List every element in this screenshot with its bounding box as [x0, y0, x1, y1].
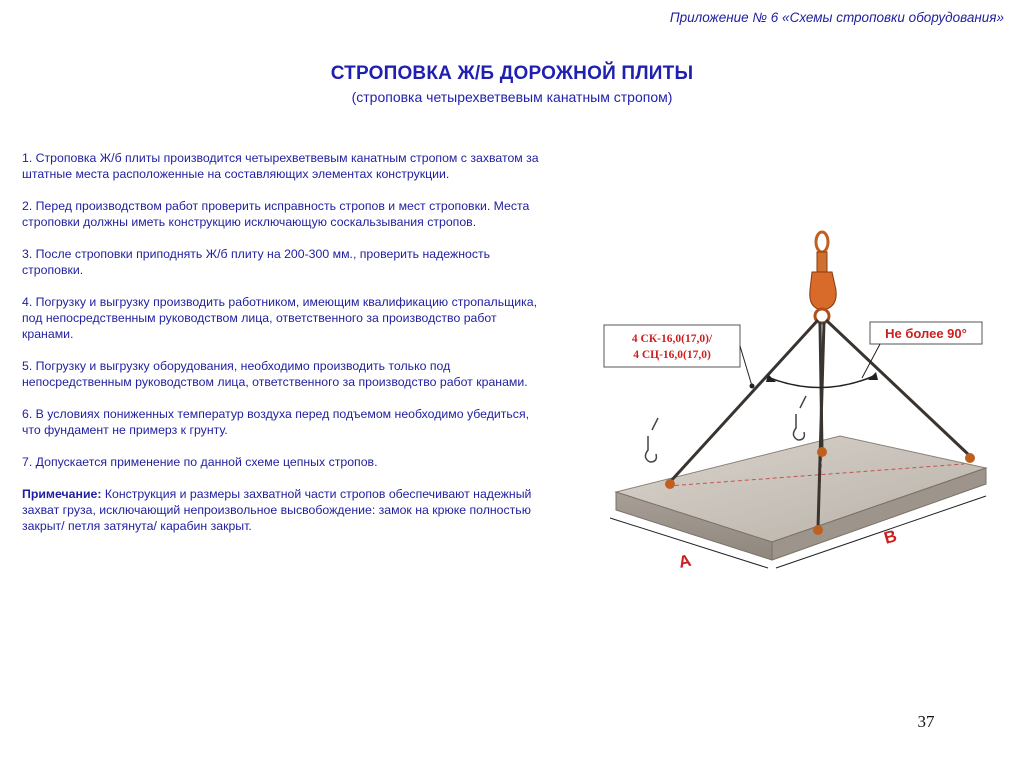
lifting-point — [813, 525, 823, 535]
instruction-item: 7. Допускается применение по данной схеме цепных стропов. — [22, 455, 378, 469]
hook-detail-icon — [645, 418, 658, 462]
hook-body — [810, 272, 836, 310]
angle-label-leader — [862, 344, 880, 378]
hook-swivel — [817, 252, 827, 272]
instruction-item: 5. Погрузку и выгрузку оборудования, необходимо производить только под непосредственным руководством лица, ответственного за производство работ кранами. — [22, 359, 528, 389]
lifting-point — [665, 479, 675, 489]
lifting-point — [965, 453, 975, 463]
instructions-list — [22, 150, 542, 550]
sling-label-line1: 4 СК-16,0(17,0)/ — [631, 333, 713, 345]
lifting-point — [817, 447, 827, 457]
appendix-note: Приложение № 6 «Схемы строповки оборудования» — [669, 10, 1004, 25]
angle-arrow-right — [868, 372, 878, 380]
dimension-label-a: A — [676, 550, 693, 572]
instruction-item: 4. Погрузку и выгрузку производить работником, имеющим квалификацию стропальщика, под непосредственным руководством лица, ответственного за производство работ кранами. — [22, 295, 538, 341]
note-paragraph — [22, 486, 542, 534]
instruction-item: 2. Перед производством работ проверить исправность стропов и мест строповки. Места строповки должны иметь конструкцию исключающую соскальзывания стропов. — [22, 199, 530, 229]
lifting-hook — [810, 232, 836, 323]
rigging-illustration — [600, 150, 990, 640]
note-label: Примечание: — [22, 487, 102, 501]
page-number: 37 — [917, 712, 935, 731]
sling-label-leader-dot — [750, 384, 755, 389]
sling-label-line2: 4 СЦ-16,0(17,0) — [633, 349, 711, 361]
master-link — [816, 232, 828, 252]
instruction-item: 3. После строповки приподнять Ж/б плиту на 200-300 мм., проверить надежность строповки. — [22, 247, 491, 277]
dimension-label-b: B — [881, 526, 899, 548]
hook-detail-icon — [793, 396, 806, 440]
instruction-item: 1. Строповка Ж/б плиты производится четырехветвевым канатным стропом с захватом за штатные места расположенные на составляющих элементах конструкции. — [22, 151, 539, 181]
concrete-slab — [616, 436, 986, 560]
angle-label: Не более 90° — [885, 326, 967, 341]
rigging-diagram — [600, 150, 990, 640]
instruction-item: 6. В условиях пониженных температур воздуха перед подъемом необходимо убедиться, что фундамент не примерз к грунту. — [22, 407, 530, 437]
page-subtitle: (строповка четырехветвевым канатным стропом) — [351, 89, 673, 105]
page-title: СТРОПОВКА Ж/Б ДОРОЖНОЙ ПЛИТЫ — [330, 63, 694, 84]
sling-label-leader — [740, 346, 752, 386]
note-text: Конструкция и размеры захватной части стропов обеспечивают надежный захват груза, исключающий непроизвольное высвобождение: замок на крюке полностью закрыт/ петля затянута/ карабин закрыт. — [22, 487, 532, 533]
